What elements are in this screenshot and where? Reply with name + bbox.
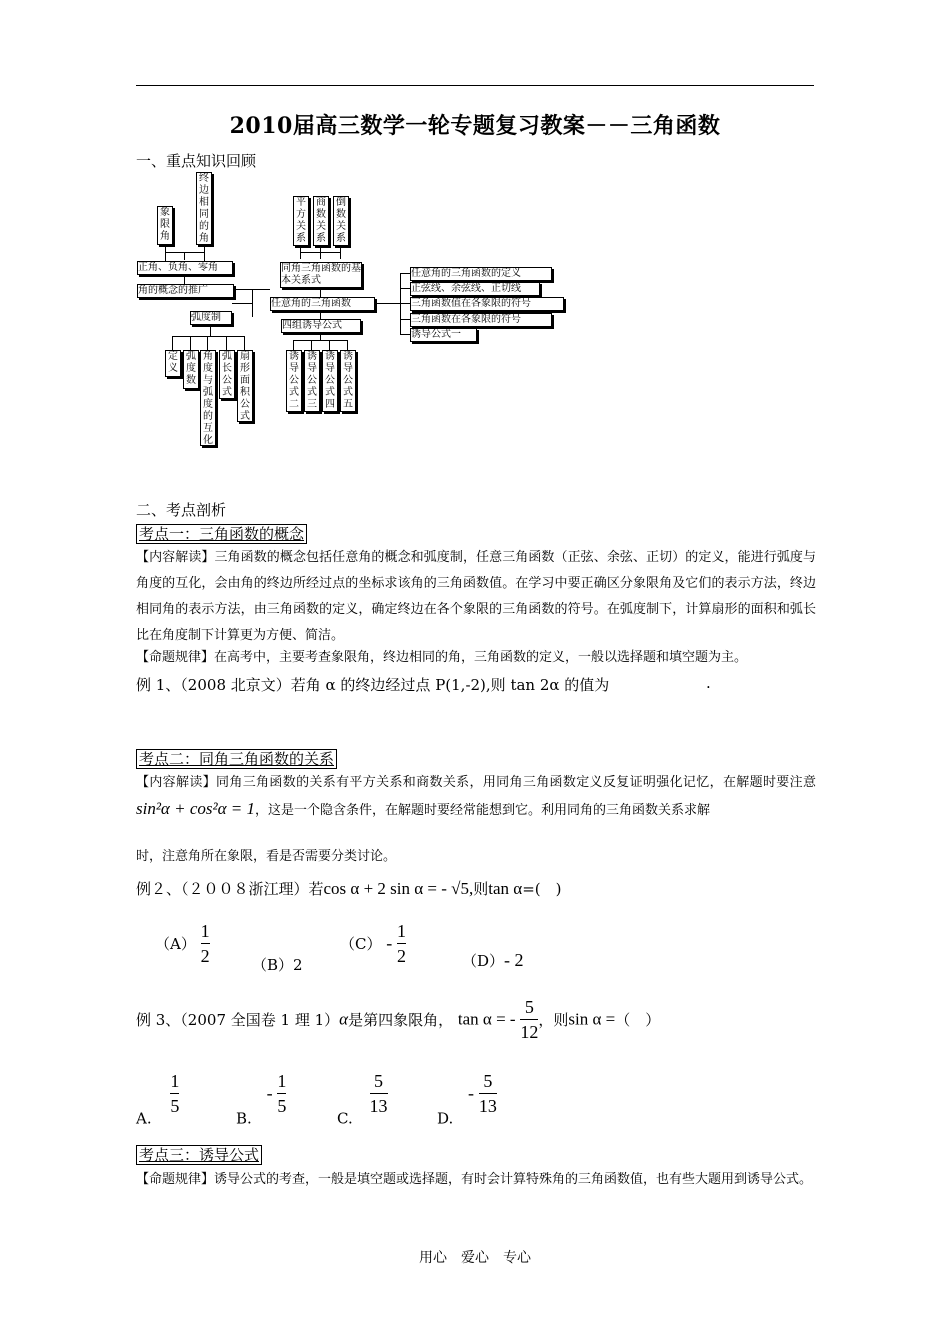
page-footer: 用心 爱心 专心 (419, 1250, 531, 1266)
mm-radian: 弧度制 (190, 311, 232, 325)
example-1-end: . (706, 674, 711, 692)
ex2-option-c-frac: $\frac{1}{2}$ (397, 921, 407, 966)
mm-induction-2: 诱导公式二 (286, 350, 302, 412)
ex2-option-a (155, 920, 210, 967)
kp1-rule: 【命题规律】在高考中，主要考查象限角，终边相同的角，三角函数的定义，一般以选择题和填空题为主。 (136, 650, 748, 665)
mm-sign-in-quadrants: 三角函数在各象限的符号 (410, 313, 552, 327)
mm-quotient-relation: 商数关系 (313, 196, 329, 246)
example-2-paren: =( ) (522, 880, 562, 898)
mm-sector-area-formula: 扇形面积公式 (237, 350, 253, 422)
ex2-option-c-label: （C） (340, 935, 382, 953)
page-title: 2010届高三数学一轮专题复习教案－－三角函数 (229, 113, 721, 139)
ex3-option-c: C. $\frac{5}{13}$ (337, 1071, 388, 1128)
example-2-then: 则 (473, 880, 489, 898)
ex3-option-a: A. $\frac{1}{5}$ (136, 1071, 180, 1128)
mm-definition: 定义 (165, 350, 181, 377)
mm-coterminal-angle: 终边相同的角 (196, 172, 212, 245)
kp1-heading: 考点一：三角函数的概念 (136, 524, 307, 544)
kp3-rule: 【命题规律】诱导公式的考查，一般是填空题或选择题，有时会计算特殊角的三角函数值，也有些大题用到诱导公式。 (136, 1172, 813, 1187)
mm-induction-1: 诱导公式一 (410, 328, 477, 342)
mm-reciprocal-relation: 倒数关系 (333, 196, 349, 246)
ex2-option-a-label: （A） (155, 935, 196, 953)
kp2-content (136, 770, 816, 824)
mm-induction-4: 诱导公式四 (322, 350, 338, 412)
example-1: 例 1、（2008 北京文）若角 α 的终边经过点 P(1,-2),则 tan 2α 的值为 (136, 676, 610, 694)
ex2-option-d-label: （D） (462, 952, 505, 970)
example-2-condition: cos α + 2 sin α = - √5, (323, 879, 474, 898)
kp2-content-a: 【内容解读】同角三角函数的关系有平方关系和商数关系，用同角三角函数定义反复证明强化记忆，在解题时要注意 (136, 775, 816, 790)
example-3: 例 3、（2007 全国卷 1 理 1）α是第四象限角， tan α = - $\frac{5}{12}$ ，则sin α =（ ） (136, 997, 661, 1042)
kp1-content: 【内容解读】三角函数的概念包括任意角的概念和弧度制，任意三角函数（正弦、余弦、正切）的定义，能进行弧度与角度的互化，会由角的终边所经过点的坐标求该角的三角函数值。在学习中要正确区分象限角及它们的表示方法，终边相同角的表示方法，由三角函数的定义，确定终边在各个象限的三角函数的符号。在弧度制下，计算扇形的面积和弧长比在角度制下计算更为方便、简洁。 (136, 550, 816, 643)
mm-basic-relations: 同角三角函数的基本关系式 (281, 263, 361, 286)
top-rule (136, 85, 814, 86)
mm-trig-any-angle: 任意角的三角函数 (270, 297, 375, 311)
mm-induction-5: 诱导公式五 (340, 350, 356, 412)
kp2-content-b: ，这是一个隐含条件，在解题时要经常能想到它。利用同角的三角函数关系求解 (254, 803, 710, 818)
mm-quadrant-angle: 象限角 (157, 206, 173, 245)
mm-radian-count: 弧度数 (183, 350, 199, 389)
ex2-option-b: （B）2 (252, 956, 303, 974)
mm-trig-lines: 正弦线、余弦线、正切线 (410, 282, 540, 296)
kp2-content-c: 时，注意角所在象限，看是否需要分类讨论。 (136, 849, 397, 864)
example-2 (136, 878, 561, 899)
kp2-heading: 考点二：同角三角函数的关系 (136, 749, 337, 769)
ex2-option-c: （C） - $\frac{1}{2}$ (340, 921, 407, 966)
mm-arc-length-formula: 弧长公式 (219, 350, 235, 399)
ex2-option-d: （D）- 2 (462, 950, 524, 970)
example-3-frac: $\frac{5}{12}$ (520, 997, 539, 1042)
example-3-tan: tan α = - (457, 1009, 516, 1029)
example-2-question: tan α (488, 879, 523, 898)
mm-square-relation: 平方关系 (293, 196, 309, 246)
mm-four-induction: 四组诱导公式 (281, 319, 361, 333)
ex2-option-a-frac: $\frac{1}{2}$ (200, 921, 210, 966)
mm-any-angle-def: 任意角的三角函数的定义 (410, 267, 552, 281)
example-3-prefix: 例 3、（2007 全国卷 1 理 1） (136, 1011, 340, 1029)
mm-induction-3: 诱导公式三 (304, 350, 320, 412)
section-heading-review: 一、重点知识回顾 (136, 152, 257, 170)
example-2-prefix: 例２、（２００８浙江理）若 (136, 880, 324, 898)
ex3-option-b: B. - $\frac{1}{5}$ (236, 1071, 287, 1128)
mm-sign-of-values: 三角函数值在各象限的符号 (410, 297, 564, 311)
section-heading-analysis: 二、考点剖析 (136, 501, 227, 519)
mm-angle-generalize: 角的概念的推广 (137, 284, 234, 298)
ex3-option-d: D. - $\frac{5}{13}$ (437, 1071, 497, 1128)
kp3-heading: 考点三：诱导公式 (136, 1145, 262, 1165)
mm-angle-radian-conversion: 角度与弧度的互化 (200, 350, 216, 446)
mm-pos-neg-zero: 正角、负角、零角 (137, 261, 233, 275)
identity-formula: sin²α + cos²α = 1 (136, 799, 255, 818)
